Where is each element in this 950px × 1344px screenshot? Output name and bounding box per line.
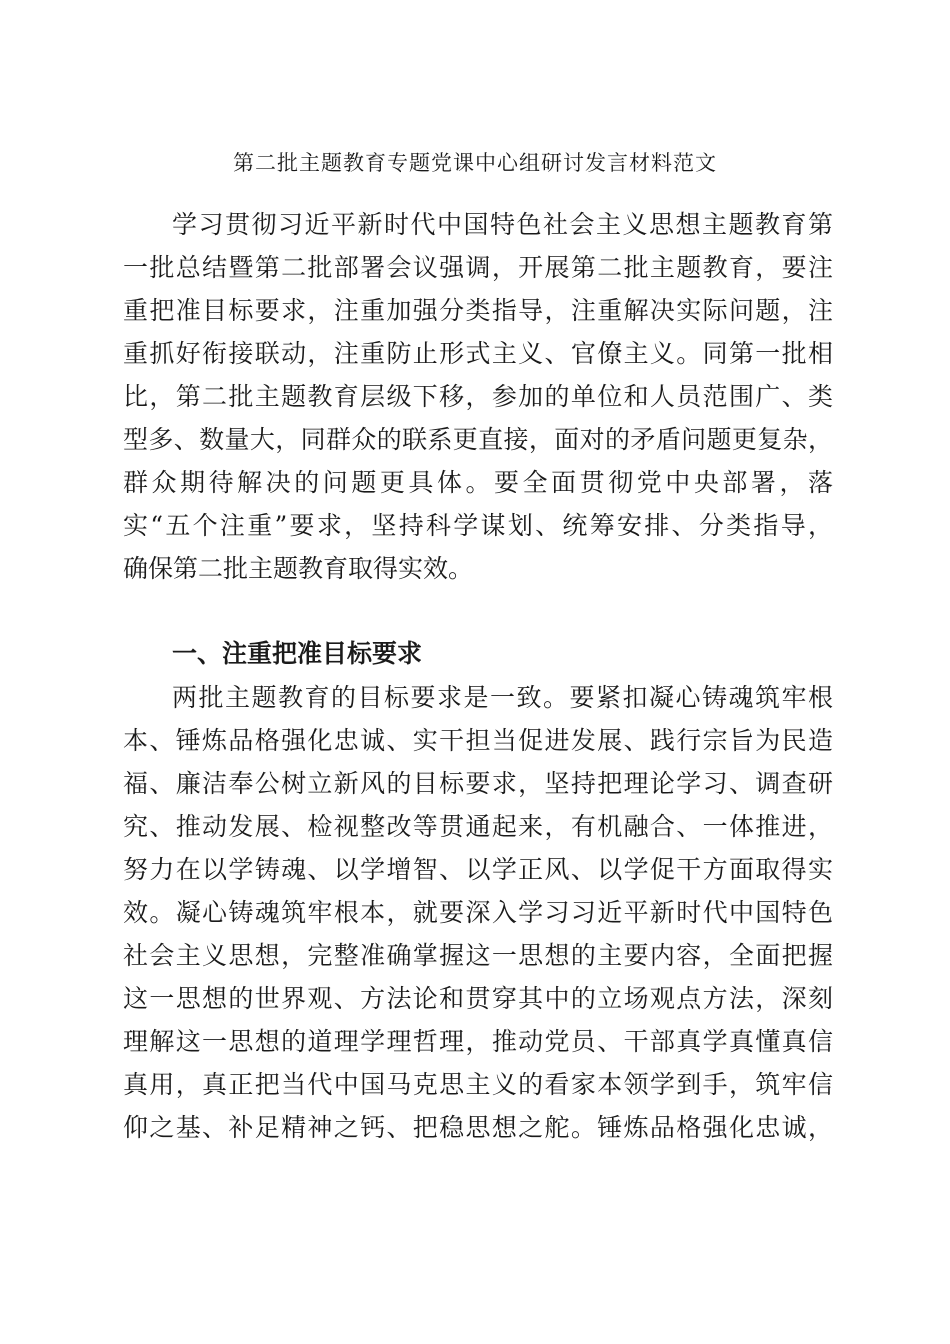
paragraph-line: 福、廉洁奉公树立新风的目标要求，坚持把理论学习、调查研 xyxy=(123,769,833,798)
paragraph-line: 社会主义思想，完整准确掌握这一思想的主要内容，全面把握 xyxy=(123,941,833,970)
paragraph-line: 一批总结暨第二批部署会议强调，开展第二批主题教育，要注 xyxy=(123,253,833,282)
paragraph-line: 效。凝心铸魂筑牢根本，就要深入学习习近平新时代中国特色 xyxy=(123,898,833,927)
paragraph-line: 群众期待解决的问题更具体。要全面贯彻党中央部署，落 xyxy=(123,468,833,497)
paragraph-line: 这一思想的世界观、方法论和贯穿其中的立场观点方法，深刻 xyxy=(123,984,833,1013)
paragraph-line: 两批主题教育的目标要求是一致。要紧扣凝心铸魂筑牢根 xyxy=(172,683,833,712)
paragraph-line: 重抓好衔接联动，注重防止形式主义、官僚主义。同第一批相 xyxy=(123,339,833,368)
paragraph-line: 本、锤炼品格强化忠诚、实干担当促进发展、践行宗旨为民造 xyxy=(123,726,833,755)
section-heading-1: 一、注重把准目标要求 xyxy=(172,639,423,668)
document-title: 第二批主题教育专题党课中心组研讨发言材料范文 xyxy=(233,151,717,175)
paragraph-line: 理解这一思想的道理学理哲理，推动党员、干部真学真懂真信 xyxy=(123,1027,833,1056)
paragraph-line: 真用，真正把当代中国马克思主义的看家本领学到手，筑牢信 xyxy=(123,1070,833,1099)
paragraph-line: 学习贯彻习近平新时代中国特色社会主义思想主题教育第 xyxy=(172,210,833,239)
paragraph-line: 努力在以学铸魂、以学增智、以学正风、以学促干方面取得实 xyxy=(123,855,833,884)
paragraph-line: 确保第二批主题教育取得实效。 xyxy=(123,554,474,583)
paragraph-line: 仰之基、补足精神之钙、把稳思想之舵。锤炼品格强化忠诚， xyxy=(123,1113,833,1142)
paragraph-line: 究、推动发展、检视整改等贯通起来，有机融合、一体推进， xyxy=(123,812,833,841)
paragraph-line: 重把准目标要求，注重加强分类指导，注重解决实际问题，注 xyxy=(123,296,833,325)
paragraph-line: 型多、数量大，同群众的联系更直接，面对的矛盾问题更复杂， xyxy=(123,425,833,454)
paragraph-line: 比，第二批主题教育层级下移，参加的单位和人员范围广、类 xyxy=(123,382,833,411)
paragraph-line: 实“五个注重”要求，坚持科学谋划、统筹安排、分类指导， xyxy=(123,511,833,540)
